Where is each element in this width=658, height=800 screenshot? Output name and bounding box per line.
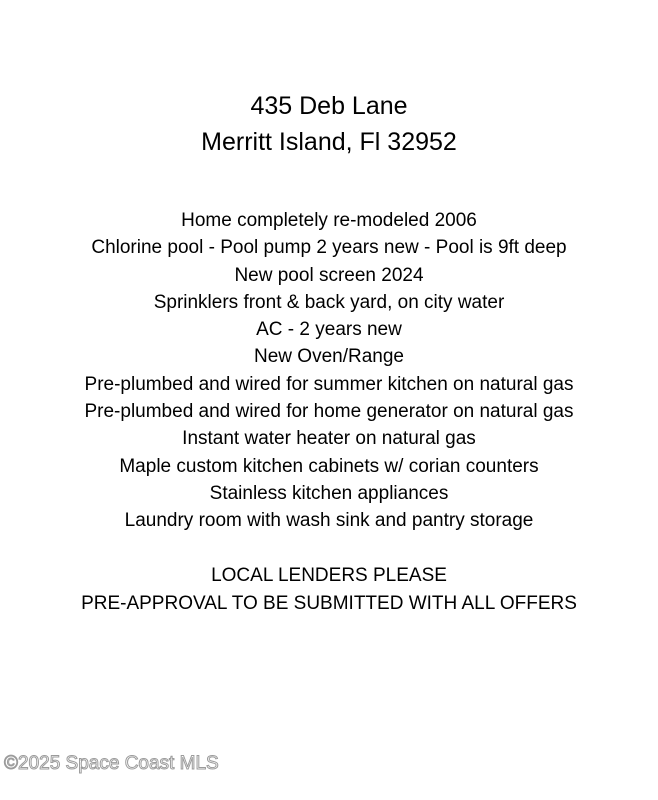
- feature-item: Stainless kitchen appliances: [209, 482, 449, 504]
- feature-item: AC - 2 years new: [256, 319, 402, 341]
- feature-item: Sprinklers front & back yard, on city water: [153, 291, 505, 313]
- feature-item: Pre-plumbed and wired for summer kitchen on natural gas: [84, 373, 574, 395]
- feature-item: New Oven/Range: [254, 346, 404, 368]
- feature-item: New pool screen 2024: [234, 264, 424, 286]
- feature-item: Chlorine pool - Pool pump 2 years new - Pool is 9ft deep: [91, 237, 567, 259]
- feature-item: Laundry room with wash sink and pantry storage: [124, 510, 534, 532]
- feature-item: Instant water heater on natural gas: [182, 428, 476, 450]
- copyright-watermark: ©2025 Space Coast MLS: [4, 753, 219, 774]
- city-state-zip: Merritt Island, Fl 32952: [201, 128, 457, 156]
- notice-line-1: LOCAL LENDERS PLEASE: [211, 565, 447, 586]
- feature-item: Maple custom kitchen cabinets w/ corian counters: [119, 455, 539, 477]
- feature-item: Home completely re-modeled 2006: [181, 210, 477, 231]
- lender-notice: [0, 562, 658, 618]
- property-address: [0, 88, 658, 160]
- notice-line-2: PRE-APPROVAL TO BE SUBMITTED WITH ALL OFFERS: [81, 593, 577, 614]
- street-address: 435 Deb Lane: [250, 92, 408, 120]
- feature-item: Pre-plumbed and wired for home generator on natural gas: [84, 401, 574, 423]
- feature-list: [0, 207, 658, 535]
